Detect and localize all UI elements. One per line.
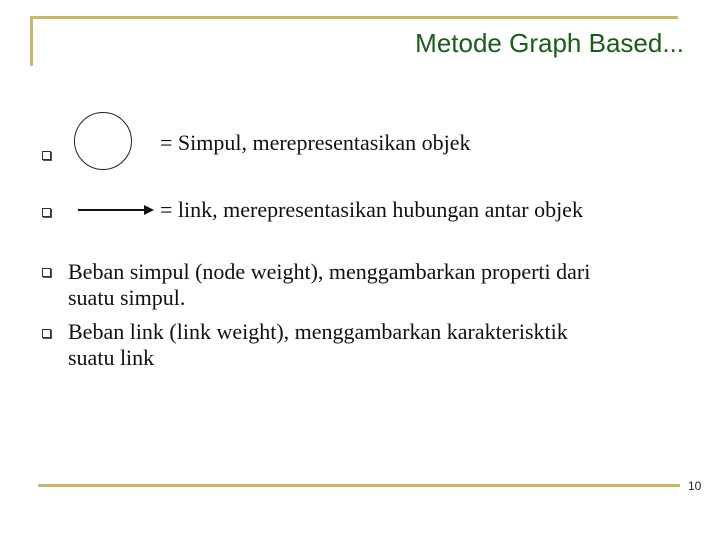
node-weight-line-2: suatu simpul. (68, 285, 186, 310)
bullet-square-icon (42, 329, 51, 338)
bullet-square-icon (42, 208, 51, 217)
left-border-rule (30, 16, 33, 66)
link-weight-text (68, 319, 568, 371)
top-border-rule (30, 16, 678, 19)
node-weight-line-1: Beban simpul (node weight), menggambarkan properti dari (68, 259, 591, 284)
link-weight-line-2: suatu link (68, 345, 155, 370)
bullet-square-icon (42, 268, 51, 277)
node-weight-text (68, 259, 590, 311)
link-definition-text: = link, merepresentasikan hubungan antar objek (160, 197, 583, 222)
node-ellipse-icon (74, 112, 132, 170)
link-weight-line-1: Beban link (link weight), menggambarkan karakterisktik (68, 319, 568, 344)
link-arrow-icon (78, 202, 154, 218)
slide-title: Metode Graph Based... (415, 28, 684, 58)
node-definition-text: = Simpul, merepresentasikan objek (160, 130, 471, 155)
footer-rule (38, 484, 680, 487)
page-number: 10 (688, 479, 702, 493)
bullet-square-icon (42, 151, 51, 160)
